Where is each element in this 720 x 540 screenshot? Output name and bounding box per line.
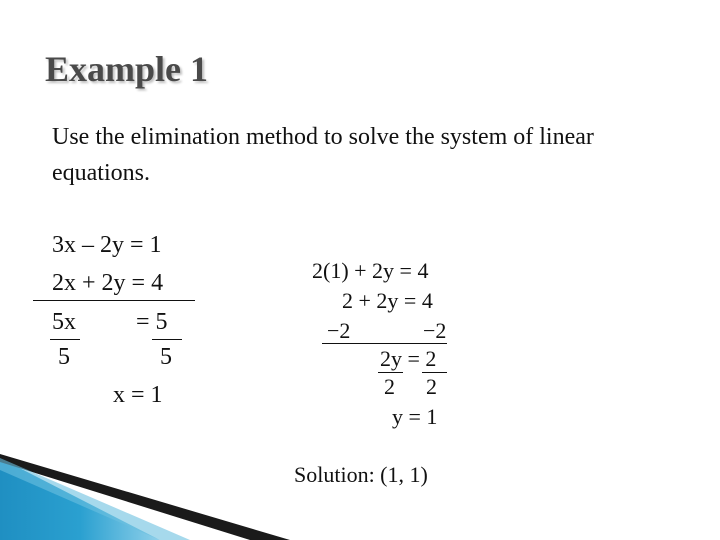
equation-1: 3x – 2y = 1 bbox=[52, 232, 162, 258]
sum-rhs: = 5 bbox=[136, 309, 168, 335]
sum-lhs: 5x bbox=[52, 309, 76, 335]
divisor-right-2: 2 bbox=[426, 374, 437, 399]
divide-rule-right-2 bbox=[422, 372, 447, 373]
divisor-left: 5 bbox=[58, 344, 70, 370]
divisor-right: 5 bbox=[160, 344, 172, 370]
substitution-line-4: 2y = 2 bbox=[380, 346, 437, 371]
subtract-rule bbox=[322, 343, 447, 344]
divide-rule-right bbox=[152, 339, 182, 340]
slide-title: Example 1 bbox=[45, 49, 209, 89]
divisor-left-2: 2 bbox=[384, 374, 395, 399]
instruction-line-2: equations. bbox=[52, 160, 150, 186]
divide-rule-left-2 bbox=[378, 372, 403, 373]
equation-2: 2x + 2y = 4 bbox=[52, 270, 164, 296]
divide-rule-left bbox=[50, 339, 80, 340]
subtract-right: −2 bbox=[423, 318, 447, 343]
substitution-line-1: 2(1) + 2y = 4 bbox=[312, 258, 429, 283]
subtract-left: −2 bbox=[327, 318, 351, 343]
substitution-line-2: 2 + 2y = 4 bbox=[342, 288, 433, 313]
sum-rule bbox=[33, 300, 195, 301]
decorative-corner-graphic bbox=[0, 440, 300, 540]
y-result: y = 1 bbox=[392, 404, 438, 429]
x-result: x = 1 bbox=[113, 382, 163, 408]
instruction-line-1: Use the elimination method to solve the system of linear bbox=[52, 124, 594, 150]
solution-text: Solution: (1, 1) bbox=[294, 462, 428, 487]
